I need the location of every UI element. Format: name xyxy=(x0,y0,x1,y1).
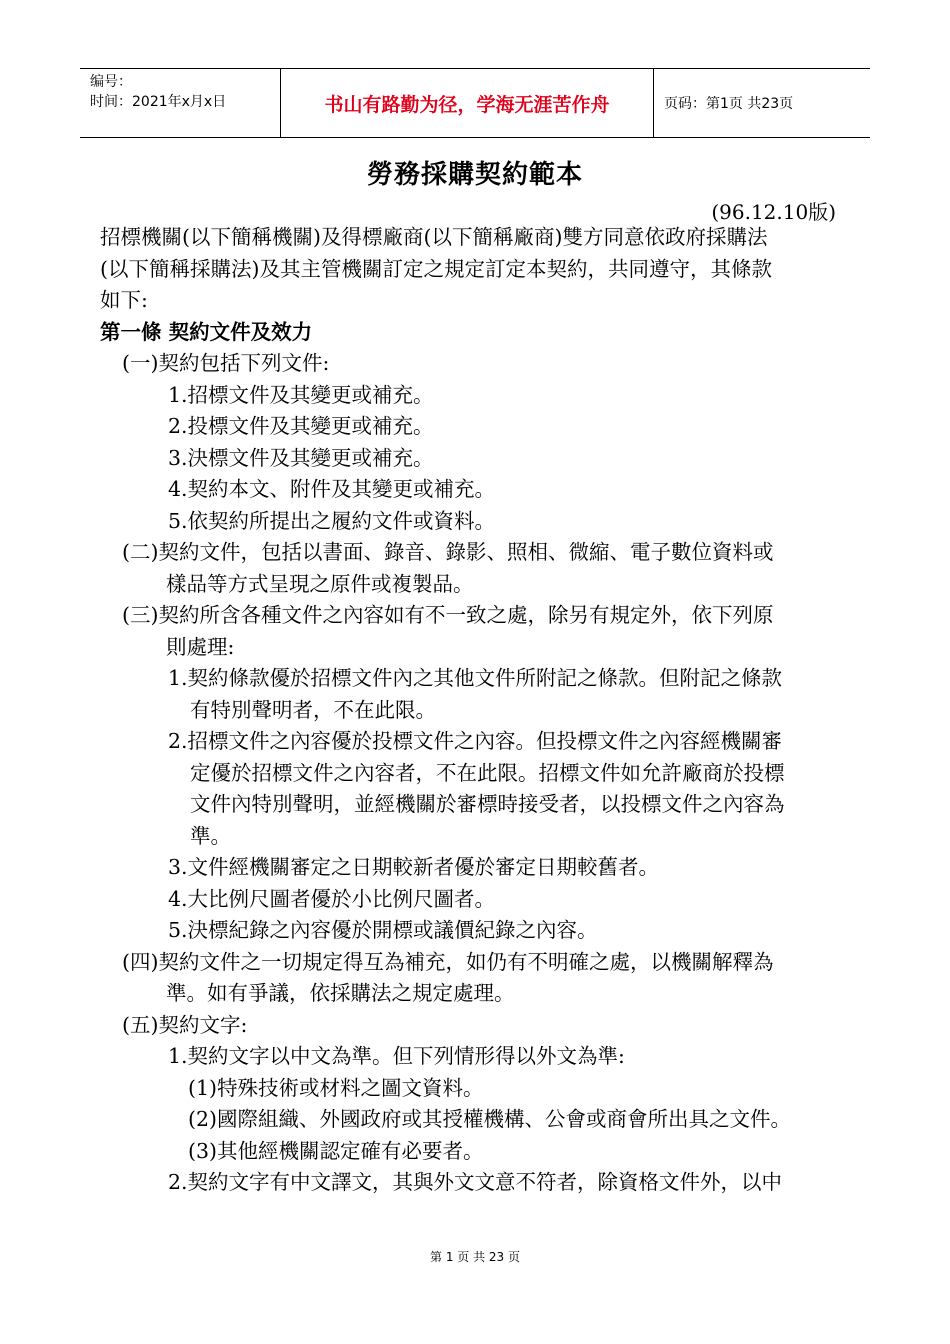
clause-subitem: 2.契約文字有中文譯文，其與外文文意不符者，除資格文件外，以中 xyxy=(168,1170,783,1194)
clause-item: (二)契約文件，包括以書面、錄音、錄影、照相、微縮、電子數位資料或 xyxy=(122,540,774,564)
clause-subitem: 3.決標文件及其變更或補充。 xyxy=(168,445,434,470)
clause-item-continued: 準。如有爭議，依採購法之規定處理。 xyxy=(166,981,515,1005)
document-version: (96.12.10版) xyxy=(711,200,836,224)
page-header xyxy=(80,68,870,138)
clause-subitem: 3.文件經機關審定之日期較新者優於審定日期較舊者。 xyxy=(168,855,660,879)
clause-item: (一)契約包括下列文件: xyxy=(122,351,330,375)
clause-subitem: 1.契約條款優於招標文件內之其他文件所附記之條款。但附記之條款 xyxy=(168,666,783,690)
number-label: 编号： xyxy=(90,74,132,90)
clause-item: (四)契約文件之一切規定得互為補充，如仍有不明確之處，以機關解釋為 xyxy=(122,949,774,974)
clause-subsubitem: (2)國際組織、外國政府或其授權機構、公會或商會所出具之文件。 xyxy=(188,1107,792,1131)
clause-subitem-continued: 定優於招標文件之內容者，不在此限。招標文件如允許廠商於投標 xyxy=(190,760,785,785)
intro-line: 如下: xyxy=(100,288,148,312)
intro-line: 招標機關(以下簡稱機關)及得標廠商(以下簡稱廠商)雙方同意依政府採購法 xyxy=(100,225,768,249)
clause-item-continued: 樣品等方式呈現之原件或複製品。 xyxy=(166,571,474,596)
clause-subitem: 5.決標紀錄之內容優於開標或議價紀錄之內容。 xyxy=(168,918,598,942)
intro-line: (以下簡稱採購法)及其主管機關訂定之規定訂定本契約，共同遵守，其條款 xyxy=(100,256,772,281)
clause-subitem: 1.契約文字以中文為準。但下列情形得以外文為準: xyxy=(168,1044,625,1068)
clause-subitem-continued: 文件內特別聲明，並經機關於審標時接受者，以投標文件之內容為 xyxy=(190,792,785,816)
date-line: 时间：2021年x月x日 xyxy=(90,94,227,110)
clause-item: (五)契約文字: xyxy=(122,1012,248,1037)
clause-subitem: 2.招標文件之內容優於投標文件之內容。但投標文件之內容經機關審 xyxy=(168,729,783,753)
header-page-info: 页码：第1页 共23页 xyxy=(664,96,794,112)
clause-subitem: 2.投標文件及其變更或補充。 xyxy=(168,414,434,438)
section-title: 第一條 契約文件及效力 xyxy=(100,319,313,344)
clause-subitem-continued: 有特別聲明者，不在此限。 xyxy=(190,697,436,722)
header-meta xyxy=(80,69,281,137)
clause-item: (三)契約所含各種文件之內容如有不一致之處，除另有規定外，依下列原 xyxy=(122,603,774,627)
clause-subitem: 5.依契約所提出之履約文件或資料。 xyxy=(168,508,496,533)
clause-subsubitem: (1)特殊技術或材料之圖文資料。 xyxy=(188,1075,484,1100)
clause-subitem: 1.招標文件及其變更或補充。 xyxy=(168,382,434,407)
clause-subitem: 4.大比例尺圖者優於小比例尺圖者。 xyxy=(168,886,496,911)
clause-subsubitem: (3)其他經機關認定確有必要者。 xyxy=(188,1138,484,1163)
clause-subitem: 4.契約本文、附件及其變更或補充。 xyxy=(168,477,496,501)
document-body xyxy=(100,222,860,1199)
clause-item-continued: 則處理: xyxy=(166,634,235,659)
clause-subitem-continued: 準。 xyxy=(190,823,231,848)
page-footer: 第 1 页 共 23 页 xyxy=(430,1250,520,1264)
header-motto: 书山有路勤为径，学海无涯苦作舟 xyxy=(281,69,654,137)
document-title: 勞務採購契約範本 xyxy=(366,160,583,190)
